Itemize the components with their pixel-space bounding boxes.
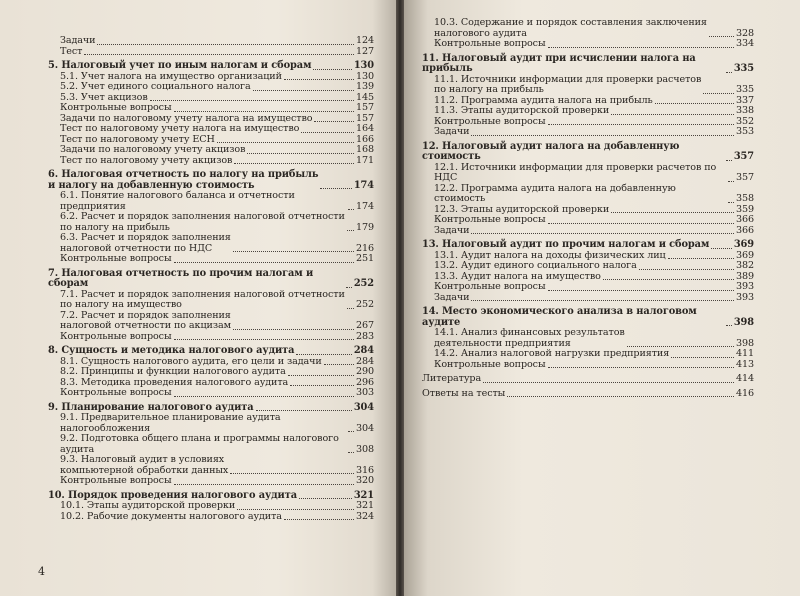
toc-entry bbox=[422, 117, 754, 128]
toc-entry bbox=[48, 212, 374, 233]
dot-leader bbox=[611, 114, 734, 115]
toc-chapter-entry bbox=[422, 240, 754, 251]
dot-leader bbox=[548, 47, 734, 48]
toc-entry-title: 8.1. Сущность налогового аудита, его цели и задачи bbox=[60, 355, 322, 367]
toc-entry-title: Задачи bbox=[60, 35, 96, 46]
dot-leader bbox=[284, 519, 354, 520]
dot-leader bbox=[234, 163, 354, 164]
toc-entry-title: 10.3. Содержание и порядок составления заключения налогового аудита bbox=[434, 17, 707, 39]
toc-entry-page: 284 bbox=[353, 345, 374, 356]
toc-entry bbox=[422, 106, 754, 117]
toc-entry bbox=[422, 282, 754, 293]
toc-entry bbox=[422, 163, 754, 184]
toc-section-entry bbox=[422, 374, 754, 385]
toc-entry-page: 321 bbox=[353, 489, 374, 501]
toc-entry bbox=[48, 191, 374, 212]
toc-entry-title: Задачи bbox=[434, 291, 470, 303]
toc-entry-page: 304 bbox=[353, 401, 374, 413]
dot-leader bbox=[726, 325, 732, 326]
toc-entry bbox=[422, 127, 754, 138]
toc-entry-title: 12.1. Источники информации для проверки расчетов по НДС bbox=[434, 161, 717, 183]
toc-entry bbox=[422, 349, 754, 360]
toc-entry-page: 284 bbox=[355, 355, 374, 367]
right-toc-list bbox=[422, 18, 754, 399]
toc-entry-title: Контрольные вопросы bbox=[434, 115, 546, 127]
dot-leader bbox=[253, 90, 354, 91]
toc-entry-page: 216 bbox=[355, 242, 374, 254]
toc-entry-page: 164 bbox=[355, 123, 374, 134]
dot-leader bbox=[233, 329, 354, 330]
toc-entry bbox=[48, 455, 374, 476]
toc-entry-title: Контрольные вопросы bbox=[60, 102, 172, 113]
toc-entry bbox=[422, 226, 754, 237]
toc-entry-page: 157 bbox=[355, 102, 374, 113]
toc-entry-title: 5.2. Учет единого социального налога bbox=[60, 81, 251, 92]
toc-entry-page: 357 bbox=[735, 172, 754, 183]
dot-leader bbox=[507, 396, 734, 397]
dot-leader bbox=[84, 54, 354, 55]
toc-entry-page: 157 bbox=[355, 112, 374, 124]
toc-entry-title: 10. Порядок проведения налогового аудита bbox=[48, 489, 297, 501]
dot-leader bbox=[288, 375, 354, 376]
toc-entry-title: 13.1. Аудит налога на доходы физических лиц bbox=[434, 249, 666, 261]
toc-entry-page: 290 bbox=[355, 366, 374, 377]
dot-leader bbox=[296, 354, 351, 355]
toc-entry-title: 10.2. Рабочие документы налогового аудита bbox=[60, 510, 282, 522]
dot-leader bbox=[217, 142, 354, 143]
toc-entry-page: 127 bbox=[355, 45, 374, 57]
toc-entry-page: 324 bbox=[355, 510, 374, 522]
dot-leader bbox=[301, 132, 354, 133]
toc-entry-page: 337 bbox=[735, 94, 754, 106]
toc-entry-title: 12.2. Программа аудита налога на добавленную стоимость bbox=[434, 182, 676, 204]
toc-entry-page: 353 bbox=[735, 126, 754, 137]
toc-chapter-entry bbox=[48, 170, 374, 191]
toc-entry-page: 267 bbox=[355, 320, 374, 331]
toc-entry-title: 12.3. Этапы аудиторской проверки bbox=[434, 203, 610, 215]
dot-leader bbox=[174, 484, 354, 485]
dot-leader bbox=[728, 202, 734, 203]
toc-entry-title: Контрольные вопросы bbox=[434, 38, 546, 49]
toc-entry bbox=[422, 328, 754, 349]
dot-leader bbox=[726, 160, 732, 161]
toc-entry-title: 9.3. Налоговый аудит в условиях компьютерной обработки данных bbox=[60, 454, 229, 476]
dot-leader bbox=[471, 300, 734, 301]
dot-leader bbox=[639, 269, 734, 270]
toc-chapter-entry bbox=[422, 142, 754, 163]
toc-entry-title: 13.2. Аудит единого социального налога bbox=[434, 260, 637, 271]
toc-entry-title: 9.2. Подготовка общего плана и программы налогового аудита bbox=[60, 433, 339, 455]
dot-leader bbox=[703, 93, 734, 94]
dot-leader bbox=[97, 44, 354, 45]
toc-entry-page: 398 bbox=[735, 337, 754, 349]
toc-entry-page: 124 bbox=[355, 35, 374, 46]
toc-entry-page: 252 bbox=[355, 299, 374, 310]
toc-entry bbox=[48, 476, 374, 487]
toc-entry-page: 358 bbox=[735, 193, 754, 204]
toc-entry-page: 174 bbox=[355, 200, 374, 212]
toc-entry-page: 174 bbox=[353, 179, 374, 191]
toc-entry-page: 320 bbox=[355, 475, 374, 486]
dot-leader bbox=[150, 100, 354, 101]
toc-entry bbox=[422, 215, 754, 226]
toc-entry-title: 13.3. Аудит налога на имущество bbox=[434, 270, 601, 282]
toc-entry bbox=[48, 36, 374, 47]
dot-leader bbox=[348, 209, 354, 210]
toc-entry-page: 338 bbox=[735, 105, 754, 116]
dot-leader bbox=[347, 230, 354, 231]
toc-section-entry bbox=[422, 389, 754, 400]
toc-entry-page: 382 bbox=[735, 260, 754, 271]
dot-leader bbox=[627, 346, 734, 347]
toc-entry bbox=[48, 501, 374, 512]
toc-entry-title: Контрольные вопросы bbox=[434, 358, 546, 370]
toc-entry-title: 5. Налоговый учет по иным налогам и сборам bbox=[48, 60, 312, 71]
toc-entry-page: 335 bbox=[733, 63, 754, 74]
toc-entry-title: 6.2. Расчет и порядок заполнения налоговой отчетности по налогу на прибыль bbox=[60, 211, 345, 233]
dot-leader bbox=[668, 258, 734, 259]
toc-entry-page: 359 bbox=[735, 203, 754, 215]
toc-entry-title: 11. Налоговый аудит при исчислении налога на прибыль bbox=[422, 52, 696, 74]
dot-leader bbox=[348, 452, 354, 453]
dot-leader bbox=[471, 233, 734, 234]
toc-entry bbox=[48, 311, 374, 332]
toc-entry-page: 357 bbox=[733, 151, 754, 162]
dot-leader bbox=[483, 382, 734, 383]
toc-entry bbox=[48, 290, 374, 311]
toc-entry-title: 9.1. Предварительное планирование аудита налогообложения bbox=[60, 412, 281, 434]
toc-entry-title: 8.2. Принципы и функции налогового аудита bbox=[60, 366, 286, 377]
toc-entry-page: 251 bbox=[355, 253, 374, 264]
dot-leader bbox=[611, 212, 734, 213]
dot-leader bbox=[174, 111, 354, 112]
toc-entry-page: 130 bbox=[355, 70, 374, 82]
dot-leader bbox=[655, 103, 734, 104]
toc-entry-title: 8.3. Методика проведения налогового аудита bbox=[60, 376, 289, 388]
toc-entry-title: Задачи по налоговому учету акцизов bbox=[60, 144, 246, 155]
page-number: 4 bbox=[38, 565, 45, 578]
dot-leader bbox=[471, 135, 734, 136]
toc-entry-page: 411 bbox=[735, 348, 754, 359]
toc-entry-page: 145 bbox=[355, 91, 374, 103]
toc-entry-page: 335 bbox=[735, 84, 754, 95]
toc-entry-page: 393 bbox=[735, 281, 754, 292]
toc-entry bbox=[422, 360, 754, 371]
toc-entry-page: 130 bbox=[353, 60, 374, 71]
toc-entry-page: 352 bbox=[735, 115, 754, 127]
toc-chapter-entry bbox=[48, 61, 374, 72]
toc-entry-title: Контрольные вопросы bbox=[434, 214, 546, 225]
dot-leader bbox=[299, 498, 352, 499]
right-page bbox=[404, 0, 800, 596]
toc-entry bbox=[422, 184, 754, 205]
toc-entry-page: 398 bbox=[733, 316, 754, 328]
toc-entry-page: 179 bbox=[355, 221, 374, 233]
toc-entry-page: 334 bbox=[735, 38, 754, 49]
toc-entry bbox=[48, 156, 374, 167]
dot-leader bbox=[174, 396, 354, 397]
toc-entry-title: 9. Планирование налогового аудита bbox=[48, 401, 254, 413]
left-page bbox=[0, 0, 396, 596]
toc-entry-page: 389 bbox=[735, 270, 754, 282]
toc-entry-title: Контрольные вопросы bbox=[60, 475, 172, 486]
toc-entry bbox=[48, 47, 374, 58]
toc-entry bbox=[422, 75, 754, 96]
toc-entry-title: Контрольные вопросы bbox=[434, 281, 546, 292]
dot-leader bbox=[174, 339, 354, 340]
toc-entry-title: Тест bbox=[60, 45, 83, 57]
toc-entry-page: 369 bbox=[733, 239, 754, 250]
toc-entry-title: Контрольные вопросы bbox=[60, 330, 172, 342]
toc-entry-title: 8. Сущность и методика налогового аудита bbox=[48, 345, 295, 356]
toc-entry-page: 366 bbox=[735, 214, 754, 225]
toc-entry-page: 414 bbox=[735, 373, 754, 384]
toc-entry-page: 393 bbox=[735, 291, 754, 303]
dot-leader bbox=[230, 473, 354, 474]
toc-entry-page: 369 bbox=[735, 249, 754, 261]
toc-entry bbox=[48, 254, 374, 265]
toc-entry-page: 416 bbox=[735, 387, 754, 399]
toc-entry-title: Тест по налоговому учету налога на имущество bbox=[60, 123, 300, 134]
toc-entry-title: 5.3. Учет акцизов bbox=[60, 91, 148, 103]
dot-leader bbox=[711, 248, 732, 249]
toc-entry bbox=[422, 18, 754, 39]
toc-entry-page: 321 bbox=[355, 500, 374, 511]
toc-entry bbox=[48, 145, 374, 156]
toc-entry-title: Контрольные вопросы bbox=[60, 253, 172, 264]
toc-entry bbox=[48, 124, 374, 135]
dot-leader bbox=[284, 79, 354, 80]
toc-entry-title: 14. Место экономического анализа в налоговом аудите bbox=[422, 306, 697, 328]
toc-entry-title: 11.2. Программа аудита налога на прибыль bbox=[434, 94, 653, 106]
toc-entry-page: 308 bbox=[355, 443, 374, 455]
dot-leader bbox=[313, 69, 351, 70]
dot-leader bbox=[671, 357, 734, 358]
toc-entry-title: 7.1. Расчет и порядок заполнения налоговой отчетности по налогу на имущество bbox=[60, 288, 345, 310]
toc-entry-title: 12. Налоговый аудит налога на добавленную стоимость bbox=[422, 140, 680, 162]
toc-entry-title: Ответы на тесты bbox=[422, 387, 506, 399]
toc-entry bbox=[48, 512, 374, 523]
dot-leader bbox=[314, 121, 354, 122]
toc-entry-page: 304 bbox=[355, 422, 374, 434]
dot-leader bbox=[348, 431, 354, 432]
toc-entry-title: Задачи по налоговому учету налога на имущество bbox=[60, 112, 313, 124]
toc-entry-title: Тест по налоговому учету ЕСН bbox=[60, 133, 215, 145]
toc-entry-title: Контрольные вопросы bbox=[60, 387, 172, 398]
dot-leader bbox=[237, 509, 354, 510]
dot-leader bbox=[320, 188, 351, 189]
toc-chapter-entry bbox=[422, 307, 754, 328]
toc-entry bbox=[48, 332, 374, 343]
toc-entry-page: 283 bbox=[355, 330, 374, 342]
book-gutter bbox=[396, 0, 404, 596]
toc-entry-title: 13. Налоговый аудит по прочим налогам и сборам bbox=[422, 239, 710, 250]
dot-leader bbox=[728, 181, 734, 182]
toc-entry-page: 328 bbox=[735, 27, 754, 39]
toc-entry-title: Тест по налоговому учету акцизов bbox=[60, 154, 233, 166]
toc-entry-page: 303 bbox=[355, 387, 374, 398]
dot-leader bbox=[548, 124, 734, 125]
toc-chapter-entry bbox=[48, 269, 374, 290]
toc-entry-title: 11.1. Источники информации для проверки расчетов по налогу на прибыль bbox=[434, 73, 702, 95]
toc-entry bbox=[48, 103, 374, 114]
dot-leader bbox=[324, 364, 354, 365]
toc-entry-title: 11.3. Этапы аудиторской проверки bbox=[434, 105, 610, 116]
dot-leader bbox=[290, 385, 354, 386]
toc-entry-title: 7.2. Расчет и порядок заполнения налоговой отчетности по акцизам bbox=[60, 309, 231, 331]
dot-leader bbox=[726, 72, 732, 73]
toc-entry-title: 5.1. Учет налога на имущество организаций bbox=[60, 70, 282, 82]
dot-leader bbox=[347, 308, 354, 309]
toc-entry bbox=[422, 39, 754, 50]
toc-entry bbox=[48, 434, 374, 455]
dot-leader bbox=[709, 36, 734, 37]
dot-leader bbox=[548, 367, 734, 368]
toc-entry bbox=[48, 367, 374, 378]
toc-entry-page: 366 bbox=[735, 224, 754, 236]
toc-entry-page: 139 bbox=[355, 81, 374, 92]
toc-entry-title: 6.1. Понятие налогового баланса и отчетности предприятия bbox=[60, 190, 295, 212]
toc-chapter-entry bbox=[48, 346, 374, 357]
dot-leader bbox=[256, 410, 352, 411]
toc-entry-page: 413 bbox=[735, 358, 754, 370]
toc-entry-page: 296 bbox=[355, 376, 374, 388]
toc-entry-page: 252 bbox=[353, 278, 374, 289]
toc-entry bbox=[422, 293, 754, 304]
dot-leader bbox=[346, 287, 352, 288]
toc-entry bbox=[48, 388, 374, 399]
toc-entry bbox=[48, 413, 374, 434]
toc-chapter-entry bbox=[422, 54, 754, 75]
toc-entry-title: Задачи bbox=[434, 224, 470, 236]
dot-leader bbox=[548, 290, 734, 291]
toc-entry-page: 168 bbox=[355, 144, 374, 155]
toc-entry-title: 6.3. Расчет и порядок заполнения налоговой отчетности по НДС bbox=[60, 232, 231, 254]
toc-entry-page: 316 bbox=[355, 464, 374, 476]
toc-entry bbox=[48, 233, 374, 254]
toc-entry-page: 171 bbox=[355, 154, 374, 166]
toc-entry-title: 14.2. Анализ налоговой нагрузки предприятия bbox=[434, 348, 670, 359]
toc-entry-title: 7. Налоговая отчетность по прочим налогам и сборам bbox=[48, 267, 314, 289]
dot-leader bbox=[247, 153, 354, 154]
left-toc-list bbox=[48, 36, 374, 522]
toc-entry-title: 6. Налоговая отчетность по налогу на прибыль и налогу на добавленную стоимость bbox=[48, 169, 319, 191]
toc-entry-title: 10.1. Этапы аудиторской проверки bbox=[60, 500, 236, 511]
toc-entry-page: 166 bbox=[355, 133, 374, 145]
dot-leader bbox=[174, 262, 354, 263]
toc-entry-title: Литература bbox=[422, 373, 482, 384]
toc-entry-title: Задачи bbox=[434, 126, 470, 137]
dot-leader bbox=[548, 223, 734, 224]
toc-entry-title: 14.1. Анализ финансовых результатов деятельности предприятия bbox=[434, 327, 625, 349]
toc-entry bbox=[48, 82, 374, 93]
dot-leader bbox=[233, 251, 354, 252]
toc-entry bbox=[422, 261, 754, 272]
dot-leader bbox=[603, 279, 734, 280]
